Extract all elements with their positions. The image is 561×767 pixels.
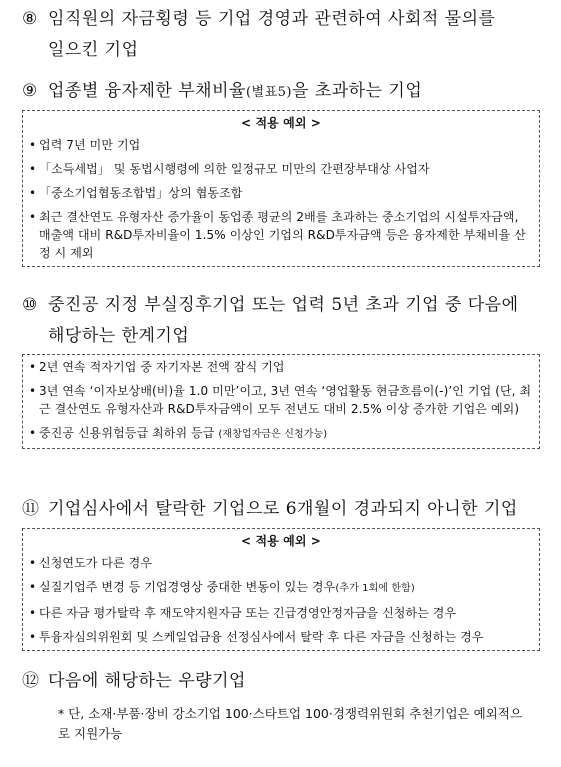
bullet-text: 다른 자금 평가탈락 후 재도약지원자금 또는 긴급경영안정자금을 신청하는 경우 xyxy=(39,606,457,620)
exception-box-9 xyxy=(22,110,540,267)
bullet-text: 투융자심의위원회 및 스케일업금융 선정심사에서 탈락 후 다른 자금을 신청하는 경우 xyxy=(39,630,484,644)
box-header: < 적용 예외 > xyxy=(241,116,321,130)
bullet-icon: • xyxy=(29,556,37,570)
item-text: 을 초과하는 기업 xyxy=(291,81,423,101)
exception-box-11 xyxy=(22,528,540,651)
bullet-text: 업력 7년 미만 기업 xyxy=(39,138,141,152)
bullet-text: 중진공 신용위험등급 최하위 등급 xyxy=(39,426,219,440)
bullet-text: 신청연도가 다른 경우 xyxy=(39,556,153,570)
item-text: 업종별 융자제한 부채비율 xyxy=(48,81,246,101)
item-number: ⑫ xyxy=(22,671,40,691)
bullet-icon: • xyxy=(29,384,37,398)
condition-box-10 xyxy=(22,354,540,449)
item-text: 다음에 해당하는 우량기업 xyxy=(48,671,246,691)
bullet-text: 최근 결산연도 유형자산 증가율이 동업종 평균의 2배를 초과하는 중소기업의 시설투자금액, 매출액 대비 R&D투자비율이 1.5% 이상인 기업의 R&D투자금액 등은 융자제한 부채비율 산정 시 제외 xyxy=(39,210,526,260)
bullet-note: (추가 1회에 한함) xyxy=(335,583,415,594)
bullet-icon: • xyxy=(29,210,37,224)
item-12 xyxy=(22,666,542,697)
item-number: ⑨ xyxy=(22,81,38,101)
item-text-cont: 해당하는 한계기업 xyxy=(48,326,190,346)
item-text-small: (별표5) xyxy=(245,85,292,100)
footnote: * 단, 소재·부품·장비 강소기업 100·스타트업 100·경쟁력위원회 추천기업은 예외적으로 지원가능 xyxy=(58,706,522,741)
bullet-text: 「소득세법」 및 동법시행령에 의한 일정규모 미만의 간편장부대상 사업자 xyxy=(39,162,430,176)
bullet-icon: • xyxy=(29,186,37,200)
item-number: ⑧ xyxy=(22,9,38,29)
bullet-text: 실질기업주 변경 등 기업경영상 중대한 변동이 있는 경우 xyxy=(39,580,336,594)
item-9 xyxy=(22,76,542,108)
list-item xyxy=(29,160,533,178)
list-item xyxy=(29,424,533,444)
list-item xyxy=(29,208,533,262)
bullet-icon: • xyxy=(29,138,37,152)
item-text: 중진공 지정 부실징후기업 또는 업력 5년 초과 기업 중 다음에 xyxy=(48,295,519,315)
list-item xyxy=(29,358,533,376)
item-8 xyxy=(22,4,542,66)
bullet-text: 2년 연속 적자기업 중 자기자본 전액 잠식 기업 xyxy=(39,360,285,374)
bullet-icon: • xyxy=(29,426,37,440)
item-10 xyxy=(22,290,542,352)
item-number: ⑩ xyxy=(22,295,38,315)
bullet-icon: • xyxy=(29,360,37,374)
bullet-note: (재창업자금은 신청가능) xyxy=(218,429,328,440)
list-item xyxy=(29,578,533,598)
item-number: ⑪ xyxy=(22,499,40,519)
bullet-text: 「중소기업협동조합법」상의 협동조합 xyxy=(39,186,243,200)
bullet-icon: • xyxy=(29,580,37,594)
list-item xyxy=(29,136,533,154)
box-header: < 적용 예외 > xyxy=(241,534,321,548)
list-item xyxy=(29,554,533,572)
item-text: 기업심사에서 탈락한 기업으로 6개월이 경과되지 아니한 기업 xyxy=(48,499,518,519)
list-item xyxy=(29,382,533,418)
list-item xyxy=(29,604,533,622)
bullet-text: 3년 연속 ‘이자보상배(비)율 1.0 미만’이고, 3년 연속 ‘영업활동 현금흐름이(-)’인 기업 (단, 최근 결산연도 유형자산과 R&D투자금액이 모두 전년도 대비 2.5% 이상 증가한 기업은 예외) xyxy=(39,384,532,416)
item-text-cont: 일으킨 기업 xyxy=(48,40,139,60)
item-text: 임직원의 자금횡령 등 기업 경영과 관련하여 사회적 물의를 xyxy=(48,9,496,29)
bullet-icon: • xyxy=(29,606,37,620)
list-item xyxy=(29,184,533,202)
list-item xyxy=(29,628,533,646)
item-11 xyxy=(22,494,542,525)
bullet-icon: • xyxy=(29,162,37,176)
bullet-icon: • xyxy=(29,630,37,644)
